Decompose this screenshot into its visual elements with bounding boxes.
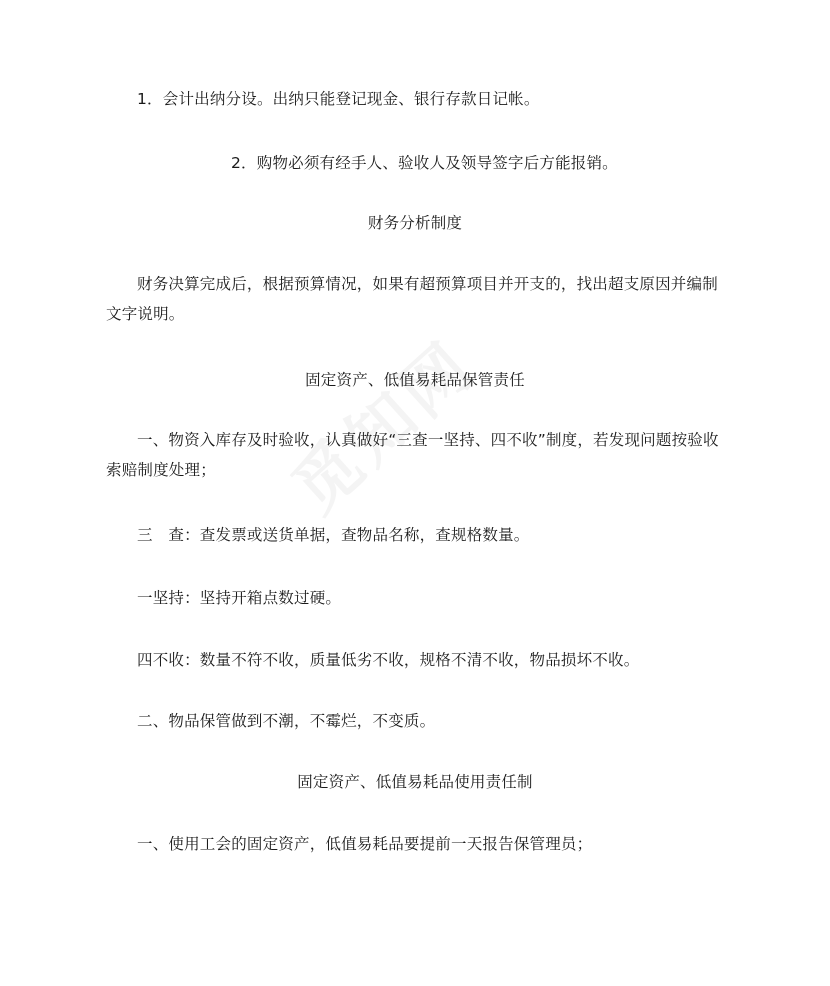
one-insist-line: 一坚持：坚持开箱点数过硬。: [137, 589, 342, 607]
usage-line-1: 一、使用工会的固定资产，低值易耗品要提前一天报告保管理员；: [137, 835, 593, 853]
usage-responsibility-heading: 固定资产、低值易耗品使用责任制: [297, 773, 533, 791]
finance-analysis-paragraph: 财务决算完成后，根据预算情况，如果有超预算项目并开支的，找出超支原因并编制文字说明。: [106, 275, 718, 323]
cashier-rule-line: 1．会计出纳分设。出纳只能登记现金、银行存款日记帐。: [137, 90, 540, 108]
finance-analysis-heading: 财务分析制度: [367, 214, 463, 232]
custody-responsibility-heading: 固定资产、低值易耗品保管责任: [305, 371, 525, 389]
purchase-rule-line: 2．购物必须有经手人、验收人及领导签字后方能报销。: [231, 154, 618, 172]
three-checks-line: 三 查：查发票或送货单据，查物品名称，查规格数量。: [137, 526, 530, 544]
watermark: [268, 315, 492, 530]
custody-paragraph-1: 一、物资入库存及时验收，认真做好“三查一坚持、四不收”制度，若发现问题按验收索赔制度处理；: [106, 431, 719, 479]
custody-line-2: 二、物品保管做到不潮，不霉烂，不变质。: [137, 712, 436, 730]
four-refuse-line: 四不收：数量不符不收，质量低劣不收，规格不清不收，物品损坏不收。: [137, 651, 640, 669]
